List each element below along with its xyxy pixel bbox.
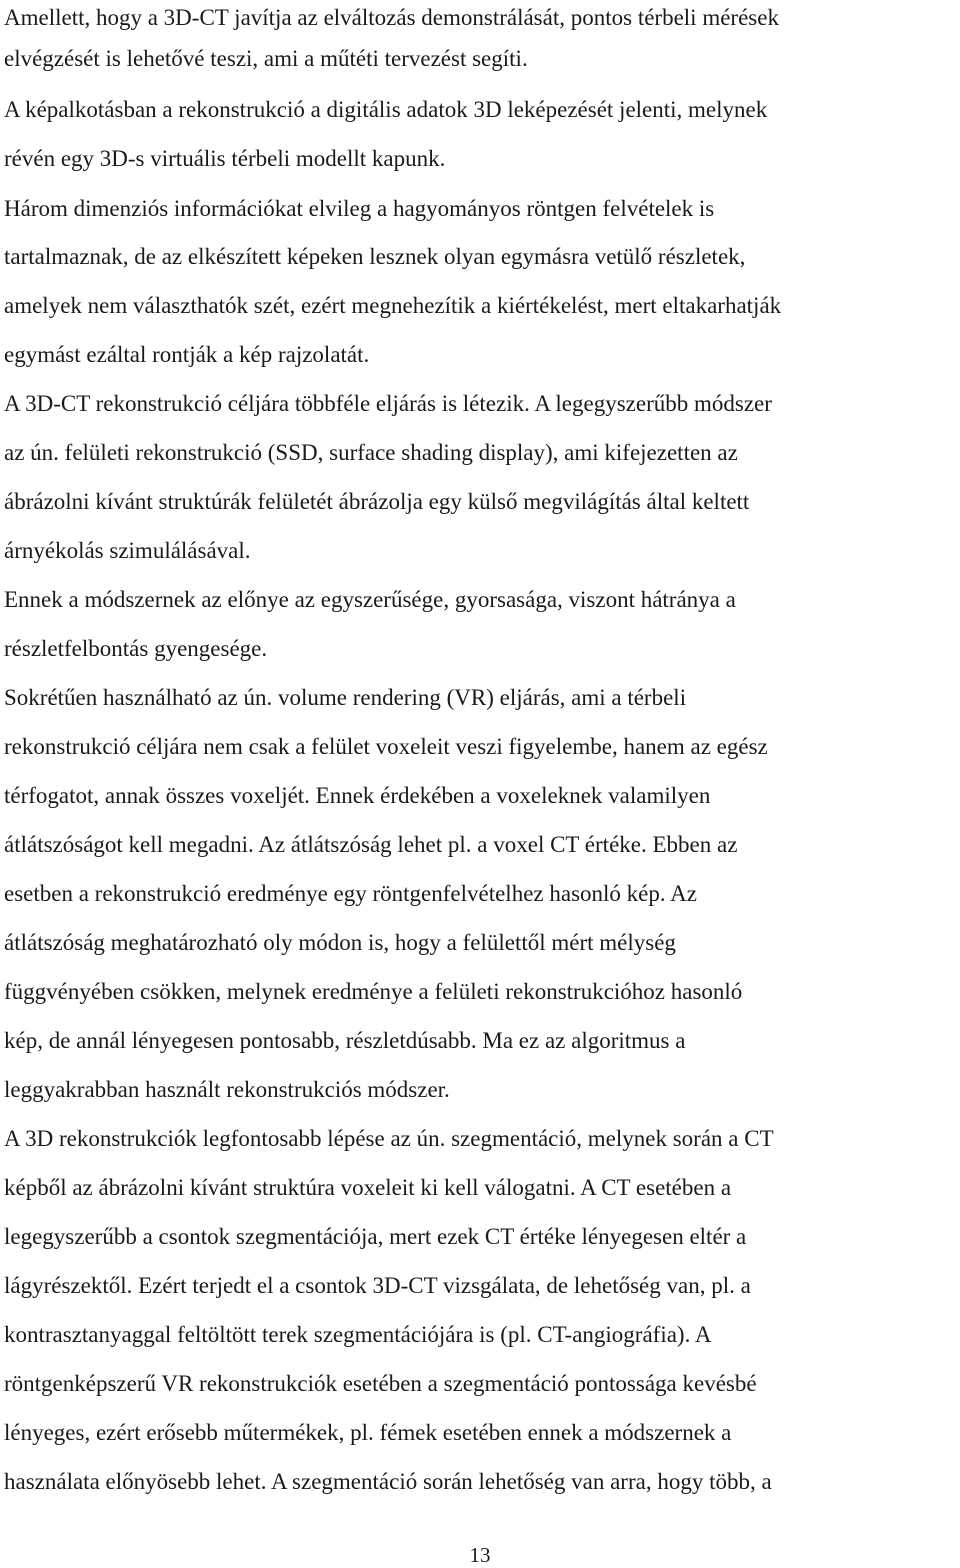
text-line: kép, de annál lényegesen pontosabb, részletdúsabb. Ma ez az algoritmus a bbox=[4, 1028, 686, 1053]
text-line: Amellett, hogy a 3D-CT javítja az elváltozás demonstrálását, pontos térbeli mérések bbox=[4, 5, 779, 30]
text-line: révén egy 3D-s virtuális térbeli modellt kapunk. bbox=[4, 146, 446, 171]
text-line: átlátszóságot kell megadni. Az átlátszóság lehet pl. a voxel CT értéke. Ebben az bbox=[4, 832, 738, 857]
text-line: röntgenképszerű VR rekonstrukciók esetében a szegmentáció pontossága kevésbé bbox=[4, 1371, 757, 1396]
text-line: egymást ezáltal rontják a kép rajzolatát. bbox=[4, 342, 370, 367]
text-line: részletfelbontás gyengesége. bbox=[4, 636, 268, 661]
page-number: 13 bbox=[469, 1543, 491, 1567]
text-line: képből az ábrázolni kívánt struktúra voxeleit ki kell válogatni. A CT esetében a bbox=[4, 1175, 732, 1200]
text-line: tartalmaznak, de az elkészített képeken lesznek olyan egymásra vetülő részletek, bbox=[4, 244, 746, 269]
text-line: leggyakrabban használt rekonstrukciós módszer. bbox=[4, 1077, 450, 1102]
text-line: kontrasztanyaggal feltöltött terek szegmentációjára is (pl. CT-angiográfia). A bbox=[4, 1322, 712, 1347]
text-line: esetben a rekonstrukció eredménye egy röntgenfelvételhez hasonló kép. Az bbox=[4, 881, 697, 906]
text-line: térfogatot, annak összes voxeljét. Ennek érdekében a voxeleknek valamilyen bbox=[4, 783, 711, 808]
text-line: A képalkotásban a rekonstrukció a digitális adatok 3D leképezését jelenti, melynek bbox=[4, 97, 768, 122]
text-line: használata előnyösebb lehet. A szegmentáció során lehetőség van arra, hogy több, a bbox=[4, 1469, 772, 1494]
text-line: az ún. felületi rekonstrukció (SSD, surface shading display), ami kifejezetten az bbox=[4, 440, 738, 465]
text-line: elvégzését is lehetővé teszi, ami a műtéti tervezést segíti. bbox=[4, 46, 528, 71]
text-line: árnyékolás szimulálásával. bbox=[4, 538, 251, 563]
text-line: Három dimenziós információkat elvileg a hagyományos röntgen felvételek is bbox=[4, 196, 715, 221]
text-line: átlátszóság meghatározható oly módon is, hogy a felülettől mért mélység bbox=[4, 930, 676, 955]
text-line: Ennek a módszernek az előnye az egyszerűsége, gyorsasága, viszont hátránya a bbox=[4, 587, 736, 612]
text-line: függvényében csökken, melynek eredménye a felületi rekonstrukcióhoz hasonló bbox=[4, 979, 743, 1004]
text-line: legegyszerűbb a csontok szegmentációja, mert ezek CT értéke lényegesen eltér a bbox=[4, 1224, 747, 1249]
text-line: A 3D-CT rekonstrukció céljára többféle eljárás is létezik. A legegyszerűbb módszer bbox=[4, 391, 772, 416]
text-line: amelyek nem választhatók szét, ezért megnehezítik a kiértékelést, mert eltakarhatják bbox=[4, 293, 782, 318]
text-line: lényeges, ezért erősebb műtermékek, pl. fémek esetében ennek a módszernek a bbox=[4, 1420, 732, 1445]
text-line: ábrázolni kívánt struktúrák felületét ábrázolja egy külső megvilágítás által keltett bbox=[4, 489, 750, 514]
text-line: rekonstrukció céljára nem csak a felület voxeleit veszi figyelembe, hanem az egész bbox=[4, 734, 768, 759]
text-line: lágyrészektől. Ezért terjedt el a csontok 3D-CT vizsgálata, de lehetőség van, pl. a bbox=[4, 1273, 751, 1298]
text-line: A 3D rekonstrukciók legfontosabb lépése az ún. szegmentáció, melynek során a CT bbox=[4, 1126, 774, 1151]
text-line: Sokrétűen használható az ún. volume rendering (VR) eljárás, ami a térbeli bbox=[4, 685, 687, 710]
